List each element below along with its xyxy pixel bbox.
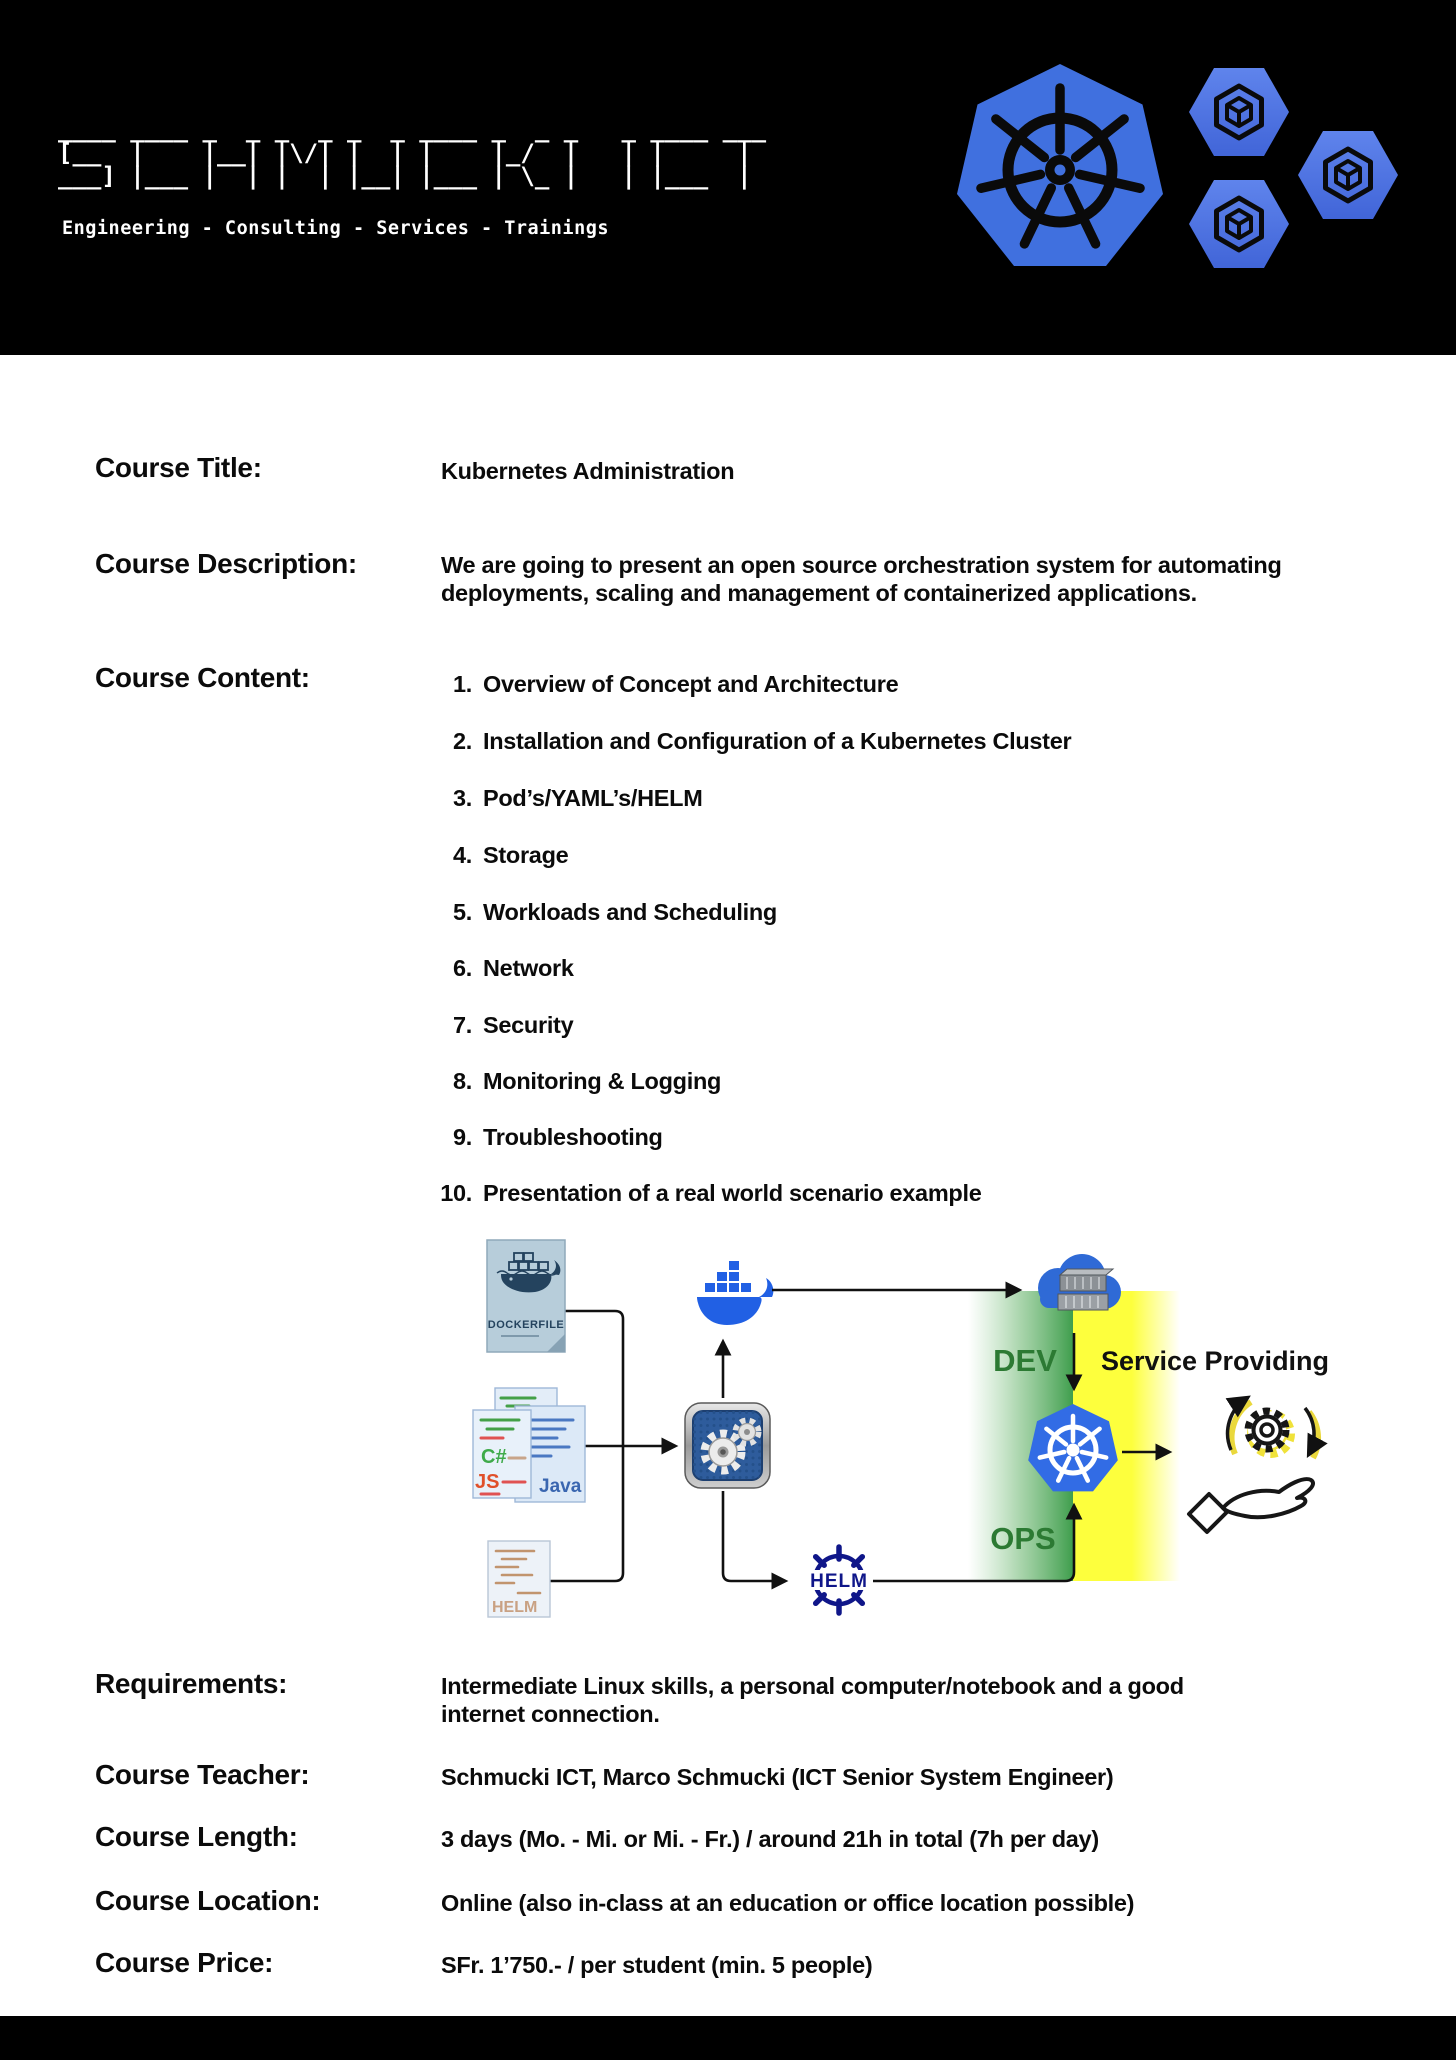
- course-location-value: Online (also in-class at an education or office location possible): [441, 1890, 1135, 1916]
- cloud-containers-icon: [1038, 1254, 1121, 1310]
- content-item: 4. Storage: [453, 842, 569, 868]
- content-item: 7. Security: [453, 1012, 574, 1038]
- docker-logo-icon: [697, 1261, 773, 1325]
- requirements-line: internet connection.: [441, 1701, 660, 1727]
- source-code-files-icon: [473, 1388, 585, 1502]
- content-item: 2. Installation and Configuration of a Kubernetes Cluster: [453, 728, 1072, 754]
- helm-logo-label: HELM: [810, 1571, 868, 1592]
- logo-line-2: [__ | |__| |\/| | | | |_/ | | | |: [58, 138, 767, 167]
- content-item: 1. Overview of Concept and Architecture: [453, 671, 899, 697]
- course-title-value: Kubernetes Administration: [441, 458, 735, 484]
- course-content-label: Course Content:: [95, 662, 310, 693]
- course-description-label: Course Description:: [95, 548, 357, 579]
- content-item: 9. Troubleshooting: [453, 1124, 663, 1150]
- description-line: deployments, scaling and management of containerized applications.: [441, 580, 1197, 606]
- header-band: [0, 0, 1456, 355]
- hexagon-cube-icon: [1189, 180, 1289, 268]
- service-hand-gear-icon: [1189, 1398, 1318, 1532]
- content-item: 5. Workloads and Scheduling: [453, 899, 777, 925]
- course-price-label: Course Price:: [95, 1947, 274, 1978]
- course-title-label: Course Title:: [95, 452, 262, 483]
- requirements-label: Requirements:: [95, 1668, 288, 1699]
- content-item: 6. Network: [453, 955, 574, 981]
- dockerfile-document-icon: [487, 1240, 565, 1352]
- course-description-value: [441, 551, 1282, 607]
- footer-band: [0, 2016, 1456, 2060]
- container-stack-icon: [1058, 1269, 1113, 1310]
- ops-label: OPS: [990, 1521, 1056, 1556]
- hexagon-cube-icon: [1298, 131, 1398, 219]
- hexagon-cube-icon: [1189, 68, 1289, 156]
- course-price-value: SFr. 1’750.- / per student (min. 5 people): [441, 1952, 873, 1978]
- helm-file-label: HELM: [492, 1599, 538, 1616]
- dockerfile-label: DOCKERFILE: [487, 1319, 565, 1331]
- open-hand-icon: [1189, 1479, 1313, 1532]
- build-gear-icon: [685, 1403, 770, 1488]
- company-logo-ascii: [58, 115, 767, 190]
- description-line: We are going to present an open source orchestration system for automating: [441, 552, 1282, 578]
- logo-line-3: ___] |___ | | | | |__| |___ | \_ | | |___ |: [58, 162, 767, 190]
- helm-logo-icon: [805, 1547, 873, 1613]
- requirements-line: Intermediate Linux skills, a personal computer/notebook and a good: [441, 1673, 1184, 1699]
- course-teacher-value: Schmucki ICT, Marco Schmucki (ICT Senior System Engineer): [441, 1764, 1114, 1790]
- container-hexagons-icon: [1180, 58, 1412, 278]
- kubernetes-logo-icon: [948, 56, 1174, 284]
- course-length-label: Course Length:: [95, 1821, 298, 1852]
- service-providing-label: Service Providing: [1100, 1346, 1330, 1376]
- content-item: 10. Presentation of a real world scenario example: [440, 1180, 982, 1206]
- course-teacher-label: Course Teacher:: [95, 1759, 310, 1790]
- java-label: Java: [539, 1476, 582, 1497]
- logo-line-1: ____ ____ _ _ _ _ _ _ ____ _ _ _ _ ____ ___: [58, 115, 767, 143]
- requirements-value: [441, 1672, 1184, 1728]
- js-label: JS: [475, 1471, 500, 1493]
- dev-label: DEV: [993, 1343, 1057, 1378]
- content-item: 8. Monitoring & Logging: [453, 1068, 722, 1094]
- helm-file-icon: [488, 1541, 550, 1617]
- csharp-label: C#: [481, 1446, 507, 1468]
- company-tagline: Engineering - Consulting - Services - Trainings: [62, 218, 609, 239]
- devops-pipeline-diagram: [375, 1238, 1395, 1668]
- course-length-value: 3 days (Mo. - Mi. or Mi. - Fr.) / around 21h in total (7h per day): [441, 1826, 1099, 1852]
- course-location-label: Course Location:: [95, 1885, 321, 1916]
- content-item: 3. Pod’s/YAML’s/HELM: [453, 785, 703, 811]
